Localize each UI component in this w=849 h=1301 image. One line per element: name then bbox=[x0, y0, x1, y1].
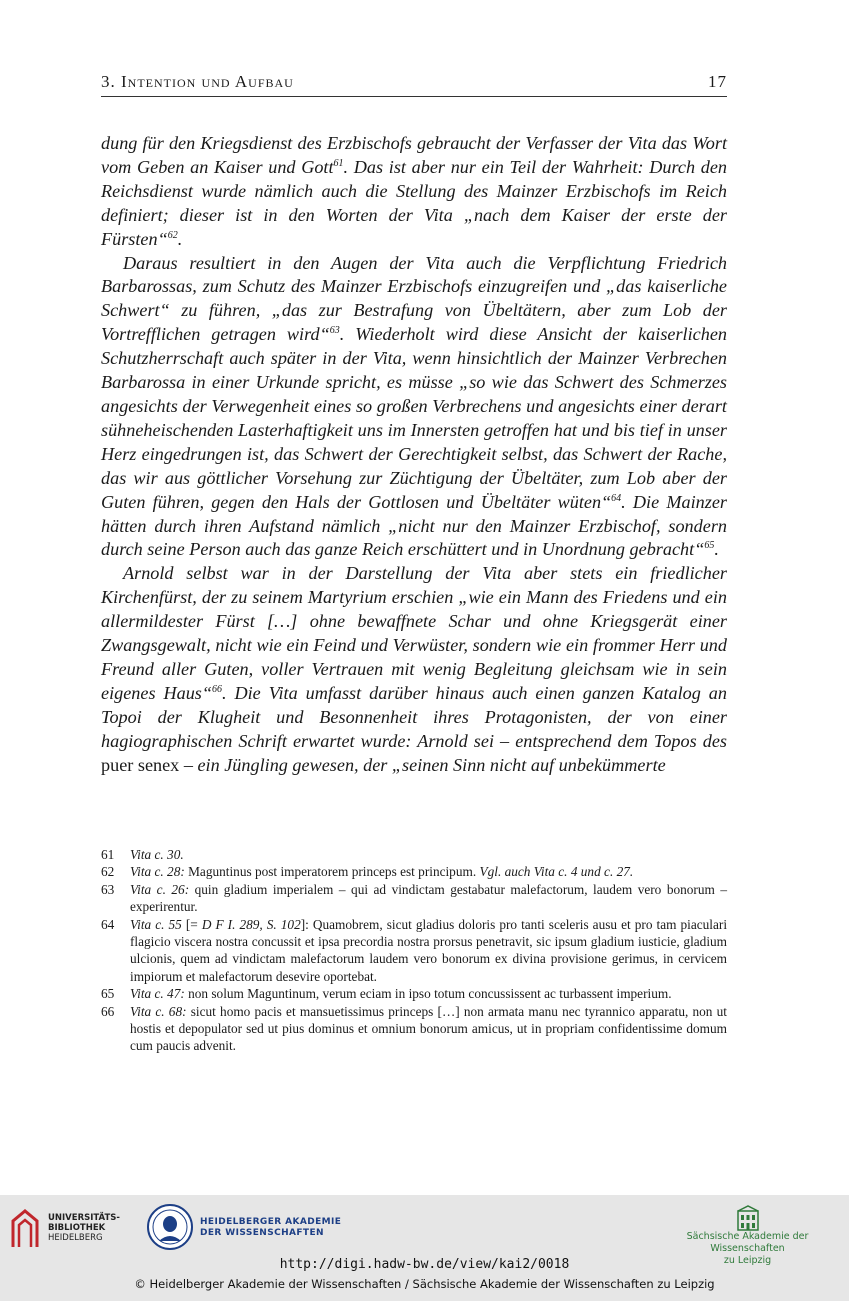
footnote-number: 62 bbox=[101, 864, 115, 880]
footnote-text bbox=[130, 846, 727, 863]
body-text-run: Daraus resultiert in den Augen der Vita auch die Verpflichtung Friedrich Barbarossas, zum Schutz des Mainzer Erzbischofs einzugreifen und „das kaiserliche Schwert“ zu führen, „das zur Bestrafung von Übeltätern, aber zum Lob der Vortrefflichen getragen wird“ bbox=[101, 252, 727, 345]
footnote-text bbox=[130, 881, 727, 916]
quoted-latin-text: ]: Quamobrem, sicut gladius doloris pro tanti sceleris ausu et pro tam piaculari flagicio viscera nostra concussit et ipsa precordia nostra prorsus penetravit, sic ipsum gladium iusticie, gladium ulcionis, quem ad vindictam malefactorum laudem vero bonorum ex divina provisione gerimus, in cervicem impiorum et malefactorum desevire oportebat. bbox=[130, 916, 728, 984]
footnote bbox=[101, 916, 727, 986]
footnote-reference[interactable]: 61 bbox=[333, 157, 344, 169]
ub-heidelberg-logo-icon bbox=[10, 1207, 40, 1251]
ub-logo-line2: BIBLIOTHEK bbox=[48, 1223, 106, 1233]
copyright-notice: © Heidelberger Akademie der Wissenschaften / Sächsische Akademie der Wissenschaften zu Leipzig bbox=[134, 1277, 715, 1291]
main-text bbox=[101, 132, 727, 777]
hadw-logo-line2: DER WISSENSCHAFTEN bbox=[200, 1228, 324, 1238]
quoted-latin-text: sicut homo pacis et mansuetissimus princeps […] non armata manu nec tyrannico apparatu, non ut hostis et depopulator sed ut pius dominus et omnium bonorum amicus, ut in propriam confidentissime domum cum paucis advenit. bbox=[130, 1003, 727, 1054]
footnote-reference[interactable]: 65 bbox=[704, 540, 715, 552]
footnote bbox=[101, 1003, 727, 1055]
footnote-number: 61 bbox=[101, 847, 115, 862]
citation-reference: D F I. 289, S. 102 bbox=[201, 916, 301, 932]
footnote bbox=[101, 985, 727, 1002]
footnote-text bbox=[130, 863, 727, 880]
building-icon bbox=[737, 1205, 759, 1231]
body-text-run: . Wiederholt wird diese Ansicht der kaiserlichen Schutzherrschaft auch später in der Vita, wenn hinsichtlich der Mainzer Verbrechen Barbarossa in einer Urkunde spricht, es müsse „so wie das Schwert des Schmerzes angesichts der Verwegenheit eines so großen Verbrechens und angesichts einer derart sühneheischenden Lasterhaftigkeit uns im Innersten getroffen hat und bis tief in unser Herz eingedrungen ist, das Schwert der Gerechtigkeit selbst, das Schwert der Rache, das wir aus göttlicher Vorsehung zur Züchtigung der Übeltäter, zum Lob aber der Guten führen, gegen den Hals der Gottlosen und Übeltäter wüten“ bbox=[101, 324, 727, 512]
footnote-text bbox=[130, 1003, 727, 1055]
saw-logo-line2: zu Leipzig bbox=[723, 1255, 772, 1266]
quoted-latin-text: [= bbox=[181, 916, 202, 932]
citation-reference: Vita c. 30. bbox=[130, 847, 184, 862]
footnote-reference[interactable]: 64 bbox=[611, 492, 622, 504]
hadw-logo[interactable] bbox=[146, 1203, 366, 1255]
hadw-logo-line1: HEIDELBERGER AKADEMIE bbox=[200, 1217, 342, 1227]
footnote-text bbox=[130, 985, 727, 1002]
citation-reference: Vita c. 47: bbox=[130, 986, 185, 1002]
quoted-latin-text: Maguntinus post imperatorem princeps est principum. bbox=[184, 864, 480, 880]
ub-heidelberg-logo[interactable] bbox=[10, 1207, 120, 1251]
saw-logo-line1: Sächsische Akademie der Wissenschaften bbox=[686, 1231, 809, 1254]
citation-reference: Vita c. 26: bbox=[130, 881, 190, 897]
body-text-run: dung für den Kriegsdienst des Erzbischofs gebraucht der Verfasser der Vita das Wort vom Geben an Kaiser und Gott bbox=[101, 133, 727, 177]
quoted-latin-text: non solum Maguntinum, verum eciam in ipso totum concussissent ac turbassent imperium. bbox=[184, 986, 672, 1002]
ub-logo-line1: UNIVERSITÄTS- bbox=[48, 1213, 120, 1223]
permalink-url[interactable]: http://digi.hadw-bw.de/view/kai2/0018 bbox=[279, 1257, 570, 1272]
citation-reference: Vita c. 55 bbox=[130, 916, 182, 932]
body-paragraph bbox=[101, 562, 727, 777]
footnotes bbox=[101, 846, 727, 1055]
citation-reference: Vgl. auch Vita c. 4 und c. 27. bbox=[479, 864, 634, 880]
saw-leipzig-logo[interactable] bbox=[655, 1205, 840, 1265]
body-text-run: . Die Mainzer hätten durch ihren Aufstand nämlich „nicht nur den Mainzer Erzbischof, sondern durch seine Person auch das ganze Reich erschüttert und in Unordnung gebracht“ bbox=[101, 491, 727, 560]
quoted-latin-text: quin gladium imperialem – qui ad vindictam gestabatur malefactorum, laudem vero bonorum – experirentur. bbox=[130, 881, 727, 915]
body-text-run: . Das ist aber nur ein Teil der Wahrheit: Durch den Reichsdienst wurde nämlich auch die Stellung des Mainzer Erzbischofs im Reich definiert; dieser ist in den Worten der Vita „nach dem Kaiser der erste der Fürsten“ bbox=[101, 156, 728, 249]
body-text-run: – ein Jüngling gewesen, der „seinen Sinn nicht auf unbekümmerte bbox=[179, 754, 666, 775]
body-paragraph bbox=[101, 132, 727, 252]
body-text-run: . bbox=[177, 228, 183, 249]
footnote-number: 64 bbox=[101, 916, 115, 932]
footnote-reference[interactable]: 63 bbox=[329, 325, 340, 337]
footnote-number: 65 bbox=[101, 986, 115, 1002]
body-text-run: . bbox=[714, 539, 719, 560]
citation-reference: Vita c. 28: bbox=[130, 864, 185, 880]
body-text-run: Arnold selbst war in der Darstellung der Vita aber stets ein friedlicher Kirchenfürst, der zu seinem Martyrium erschien „wie ein Mann des Friedens und ein allermildester Fürst […] ohne bewaffnete Schar und ohne Kriegsgerät einer Zwangsgewalt, nicht wie ein Feind und Verwüster, sondern wie ein frommer Herr und Freund aller Guten, voller Vertrauen mit wenig Begleitung gleichsam wie in sein eigenes Haus“ bbox=[101, 563, 727, 703]
body-paragraph bbox=[101, 252, 727, 563]
footnote-number: 66 bbox=[101, 1003, 115, 1019]
footnote-text bbox=[130, 916, 727, 986]
academy-seal-icon bbox=[146, 1203, 194, 1251]
running-header bbox=[101, 72, 727, 97]
footnote-reference[interactable]: 66 bbox=[212, 683, 222, 695]
viewer-footer bbox=[0, 1195, 849, 1301]
footnote-number: 63 bbox=[101, 881, 115, 897]
latin-term: puer senex bbox=[101, 754, 180, 775]
footnote-reference[interactable]: 62 bbox=[167, 229, 178, 241]
footnote bbox=[101, 881, 727, 916]
citation-reference: Vita c. 68: bbox=[130, 1003, 187, 1019]
ub-logo-line3: HEIDELBERG bbox=[48, 1233, 103, 1243]
body-text-run: . Die Vita umfasst darüber hinaus auch einen ganzen Katalog an Topoi der Klugheit und Besonnenheit ihres Protagonisten, der von einer hagiographischen Schrift erwartet wurde: Arnold sei – entsprechend dem Topos des bbox=[101, 682, 727, 751]
footnote bbox=[101, 846, 727, 863]
footnote bbox=[101, 863, 727, 880]
chapter-title: 3. Intention und Aufbau bbox=[101, 72, 294, 91]
page-number: 17 bbox=[708, 72, 727, 91]
